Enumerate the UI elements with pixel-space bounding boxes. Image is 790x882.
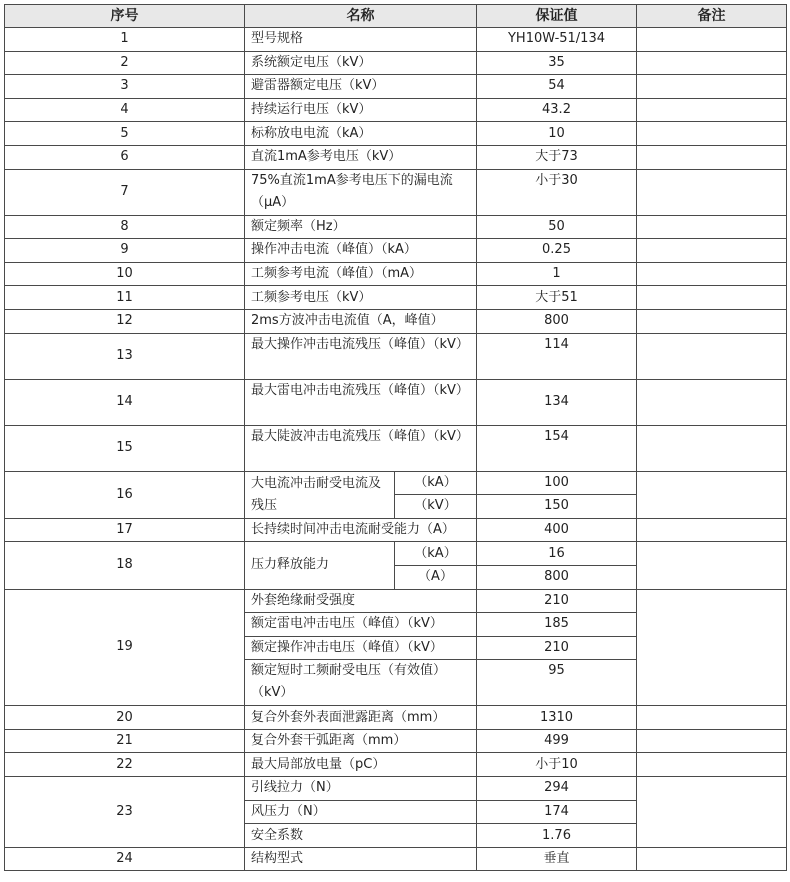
row-value: 16 [477, 542, 637, 566]
row-number: 20 [5, 706, 245, 730]
row-name: 标称放电电流（kA） [245, 122, 477, 146]
row-name: 额定操作冲击电压（峰值）（kV） [245, 636, 477, 660]
table-row [5, 379, 787, 425]
row-value: 185 [477, 613, 637, 637]
row-value: 499 [477, 729, 637, 753]
row-note [637, 379, 787, 425]
row-name: 最大陡波冲击电流残压（峰值）（kV） [245, 425, 477, 471]
row-note [637, 122, 787, 146]
row-number: 7 [5, 169, 245, 215]
table-row [5, 729, 787, 753]
row-name: 大电流冲击耐受电流及残压 [245, 471, 395, 518]
row-name: 最大局部放电量（pC） [245, 753, 477, 777]
row-number: 10 [5, 262, 245, 286]
row-note [637, 98, 787, 122]
row-note [637, 145, 787, 169]
row-value: 10 [477, 122, 637, 146]
row-value: 小于10 [477, 753, 637, 777]
row-value: 1 [477, 262, 637, 286]
table-row [5, 589, 787, 613]
header-no: 序号 [5, 5, 245, 28]
row-number: 8 [5, 215, 245, 239]
row-number: 14 [5, 379, 245, 425]
table-row [5, 706, 787, 730]
row-name: 引线拉力（N） [245, 777, 477, 801]
row-name: 最大操作冲击电流残压（峰值）（kV） [245, 333, 477, 379]
row-name: 工频参考电流（峰值）（mA） [245, 262, 477, 286]
row-name: 避雷器额定电压（kV） [245, 75, 477, 99]
row-number: 18 [5, 542, 245, 589]
spec-table [4, 4, 787, 871]
row-value: 174 [477, 800, 637, 824]
table-row [5, 262, 787, 286]
row-note [637, 333, 787, 379]
row-note [637, 215, 787, 239]
row-number: 19 [5, 589, 245, 706]
table-row [5, 847, 787, 871]
table-row [5, 286, 787, 310]
row-name: 系统额定电压（kV） [245, 51, 477, 75]
header-note: 备注 [637, 5, 787, 28]
row-number: 11 [5, 286, 245, 310]
row-note [637, 518, 787, 542]
row-note [637, 309, 787, 333]
row-number: 1 [5, 28, 245, 52]
table-row [5, 122, 787, 146]
table-row [5, 425, 787, 471]
table-row [5, 309, 787, 333]
row-name: 75%直流1mA参考电压下的漏电流（μA） [245, 169, 477, 215]
row-value: 400 [477, 518, 637, 542]
row-value: 210 [477, 589, 637, 613]
row-name: 安全系数 [245, 824, 477, 848]
row-name: 额定短时工频耐受电压（有效值）（kV） [245, 660, 477, 706]
row-name: 长持续时间冲击电流耐受能力（A） [245, 518, 477, 542]
table-row [5, 215, 787, 239]
row-value: 大于51 [477, 286, 637, 310]
row-value: 134 [477, 379, 637, 425]
row-name: 复合外套干弧距离（mm） [245, 729, 477, 753]
header-name: 名称 [245, 5, 477, 28]
row-value: YH10W-51/134 [477, 28, 637, 52]
row-value: 1310 [477, 706, 637, 730]
row-number: 16 [5, 471, 245, 518]
table-row [5, 145, 787, 169]
table-row [5, 777, 787, 801]
row-note [637, 262, 787, 286]
row-value: 210 [477, 636, 637, 660]
row-number: 22 [5, 753, 245, 777]
row-note [637, 777, 787, 848]
row-note [637, 169, 787, 215]
table-row [5, 98, 787, 122]
row-value: 54 [477, 75, 637, 99]
row-number: 2 [5, 51, 245, 75]
row-value: 50 [477, 215, 637, 239]
row-value: 大于73 [477, 145, 637, 169]
row-name: 2ms方波冲击电流值（A，峰值） [245, 309, 477, 333]
row-value: 35 [477, 51, 637, 75]
row-value: 800 [477, 565, 637, 589]
row-value: 800 [477, 309, 637, 333]
row-name: 操作冲击电流（峰值）（kA） [245, 239, 477, 263]
row-note [637, 239, 787, 263]
row-unit: （A） [395, 565, 477, 589]
row-note [637, 589, 787, 706]
row-value: 294 [477, 777, 637, 801]
row-note [637, 542, 787, 589]
row-name: 额定雷电冲击电压（峰值）（kV） [245, 613, 477, 637]
table-row [5, 239, 787, 263]
row-note [637, 51, 787, 75]
row-value: 150 [477, 495, 637, 519]
row-number: 12 [5, 309, 245, 333]
row-number: 13 [5, 333, 245, 379]
row-value: 114 [477, 333, 637, 379]
row-name: 型号规格 [245, 28, 477, 52]
row-note [637, 753, 787, 777]
row-name: 结构型式 [245, 847, 477, 871]
row-name: 压力释放能力 [245, 542, 395, 589]
row-note [637, 706, 787, 730]
row-number: 9 [5, 239, 245, 263]
row-note [637, 75, 787, 99]
row-name: 风压力（N） [245, 800, 477, 824]
row-note [637, 729, 787, 753]
row-number: 24 [5, 847, 245, 871]
row-name: 直流1mA参考电压（kV） [245, 145, 477, 169]
row-number: 4 [5, 98, 245, 122]
row-value: 100 [477, 471, 637, 495]
row-unit: （kV） [395, 495, 477, 519]
row-value: 1.76 [477, 824, 637, 848]
row-name: 额定频率（Hz） [245, 215, 477, 239]
row-number: 6 [5, 145, 245, 169]
table-row [5, 28, 787, 52]
row-value: 0.25 [477, 239, 637, 263]
row-number: 17 [5, 518, 245, 542]
row-number: 5 [5, 122, 245, 146]
table-row [5, 169, 787, 215]
row-number: 23 [5, 777, 245, 848]
row-number: 21 [5, 729, 245, 753]
row-unit: （kA） [395, 542, 477, 566]
row-number: 15 [5, 425, 245, 471]
table-row [5, 75, 787, 99]
table-body [5, 28, 787, 871]
row-value: 小于30 [477, 169, 637, 215]
table-row [5, 471, 787, 495]
row-name: 最大雷电冲击电流残压（峰值）（kV） [245, 379, 477, 425]
row-note [637, 28, 787, 52]
table-row [5, 542, 787, 566]
row-value: 垂直 [477, 847, 637, 871]
row-name: 工频参考电压（kV） [245, 286, 477, 310]
header-row [5, 5, 787, 28]
table-row [5, 753, 787, 777]
row-note [637, 425, 787, 471]
row-number: 3 [5, 75, 245, 99]
row-note [637, 286, 787, 310]
table-row [5, 333, 787, 379]
row-note [637, 847, 787, 871]
row-value: 95 [477, 660, 637, 706]
row-value: 154 [477, 425, 637, 471]
table-row [5, 51, 787, 75]
row-value: 43.2 [477, 98, 637, 122]
row-note [637, 471, 787, 518]
row-name: 外套绝缘耐受强度 [245, 589, 477, 613]
table-row [5, 518, 787, 542]
row-name: 复合外套外表面泄露距离（mm） [245, 706, 477, 730]
header-value: 保证值 [477, 5, 637, 28]
row-name: 持续运行电压（kV） [245, 98, 477, 122]
row-unit: （kA） [395, 471, 477, 495]
